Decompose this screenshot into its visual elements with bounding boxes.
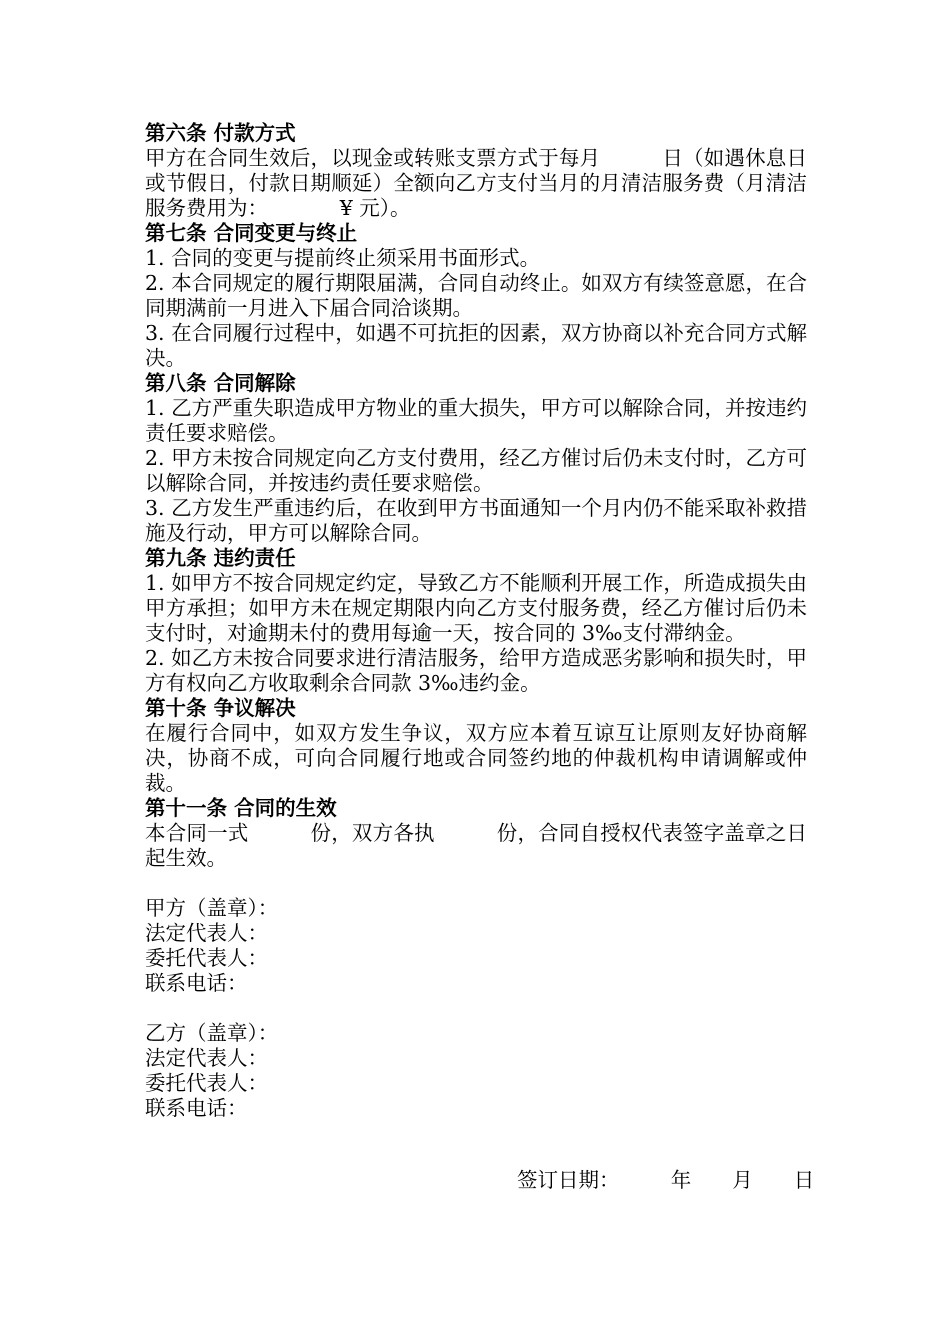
spacer [145,871,807,896]
section-heading-8: 第八条 合同解除 [145,371,296,395]
section-6-paragraph-1: 甲方在合同生效后，以现金或转账支票方式于每月 日（如遇休息日或节假日，付款日期顺延）全额向乙方支付当月的月清洁服务费（月清洁服务费用为： ¥ 元）。 [145,146,807,220]
section-heading-9: 第九条 违约责任 [145,546,296,570]
section-9-paragraph-2: 2. 如乙方未按合同要求进行清洁服务，给甲方造成恶劣影响和损失时，甲方有权向乙方收取剩余合同款 3‰违约金。 [145,646,807,695]
spacer [145,996,807,1021]
section-7-paragraph-2: 2. 本合同规定的履行期限届满，合同自动终止。如双方有续签意愿，在合同期满前一月进入下届合同洽谈期。 [145,271,807,320]
party-a-phone-label: 联系电话： [145,971,248,995]
section-heading-6: 第六条 付款方式 [145,121,296,145]
party-b-seal-label: 乙方（盖章）： [145,1021,279,1045]
party-b-phone-label: 联系电话： [145,1096,248,1120]
section-11-paragraph-1: 本合同一式 份，双方各执 份，合同自授权代表签字盖章之日起生效。 [145,821,807,870]
section-7-paragraph-1: 1. 合同的变更与提前终止须采用书面形式。 [145,246,541,270]
party-b-legal-rep-label: 法定代表人： [145,1046,268,1070]
section-heading-7: 第七条 合同变更与终止 [145,221,358,245]
section-heading-10: 第十条 争议解决 [145,696,296,720]
sign-date: 签订日期： 年 月 日 [517,1168,815,1192]
section-9-paragraph-1: 1. 如甲方不按合同规定约定，导致乙方不能顺利开展工作，所造成损失由甲方承担；如甲方未在规定期限内向乙方支付服务费，经乙方催讨后仍未支付时，对逾期未付的费用每逾一天，按合同的 3‰支付滞纳金。 [145,571,807,645]
section-7-paragraph-3: 3. 在合同履行过程中，如遇不可抗拒的因素，双方协商以补充合同方式解决。 [145,321,807,370]
party-a-seal-label: 甲方（盖章）： [145,896,279,920]
contract-body [145,121,807,1121]
section-heading-11: 第十一条 合同的生效 [145,796,337,820]
section-10-paragraph-1: 在履行合同中，如双方发生争议，双方应本着互谅互让原则友好协商解决，协商不成，可向合同履行地或合同签约地的仲裁机构申请调解或仲裁。 [145,721,807,795]
section-8-paragraph-2: 2. 甲方未按合同规定向乙方支付费用，经乙方催讨后仍未支付时，乙方可以解除合同，并按违约责任要求赔偿。 [145,446,807,495]
section-8-paragraph-3: 3. 乙方发生严重违约后，在收到甲方书面通知一个月内仍不能采取补救措施及行动，甲方可以解除合同。 [145,496,807,545]
party-a-legal-rep-label: 法定代表人： [145,921,268,945]
section-8-paragraph-1: 1. 乙方严重失职造成甲方物业的重大损失，甲方可以解除合同，并按违约责任要求赔偿。 [145,396,807,445]
party-a-authorized-rep-label: 委托代表人： [145,946,268,970]
party-b-authorized-rep-label: 委托代表人： [145,1071,268,1095]
